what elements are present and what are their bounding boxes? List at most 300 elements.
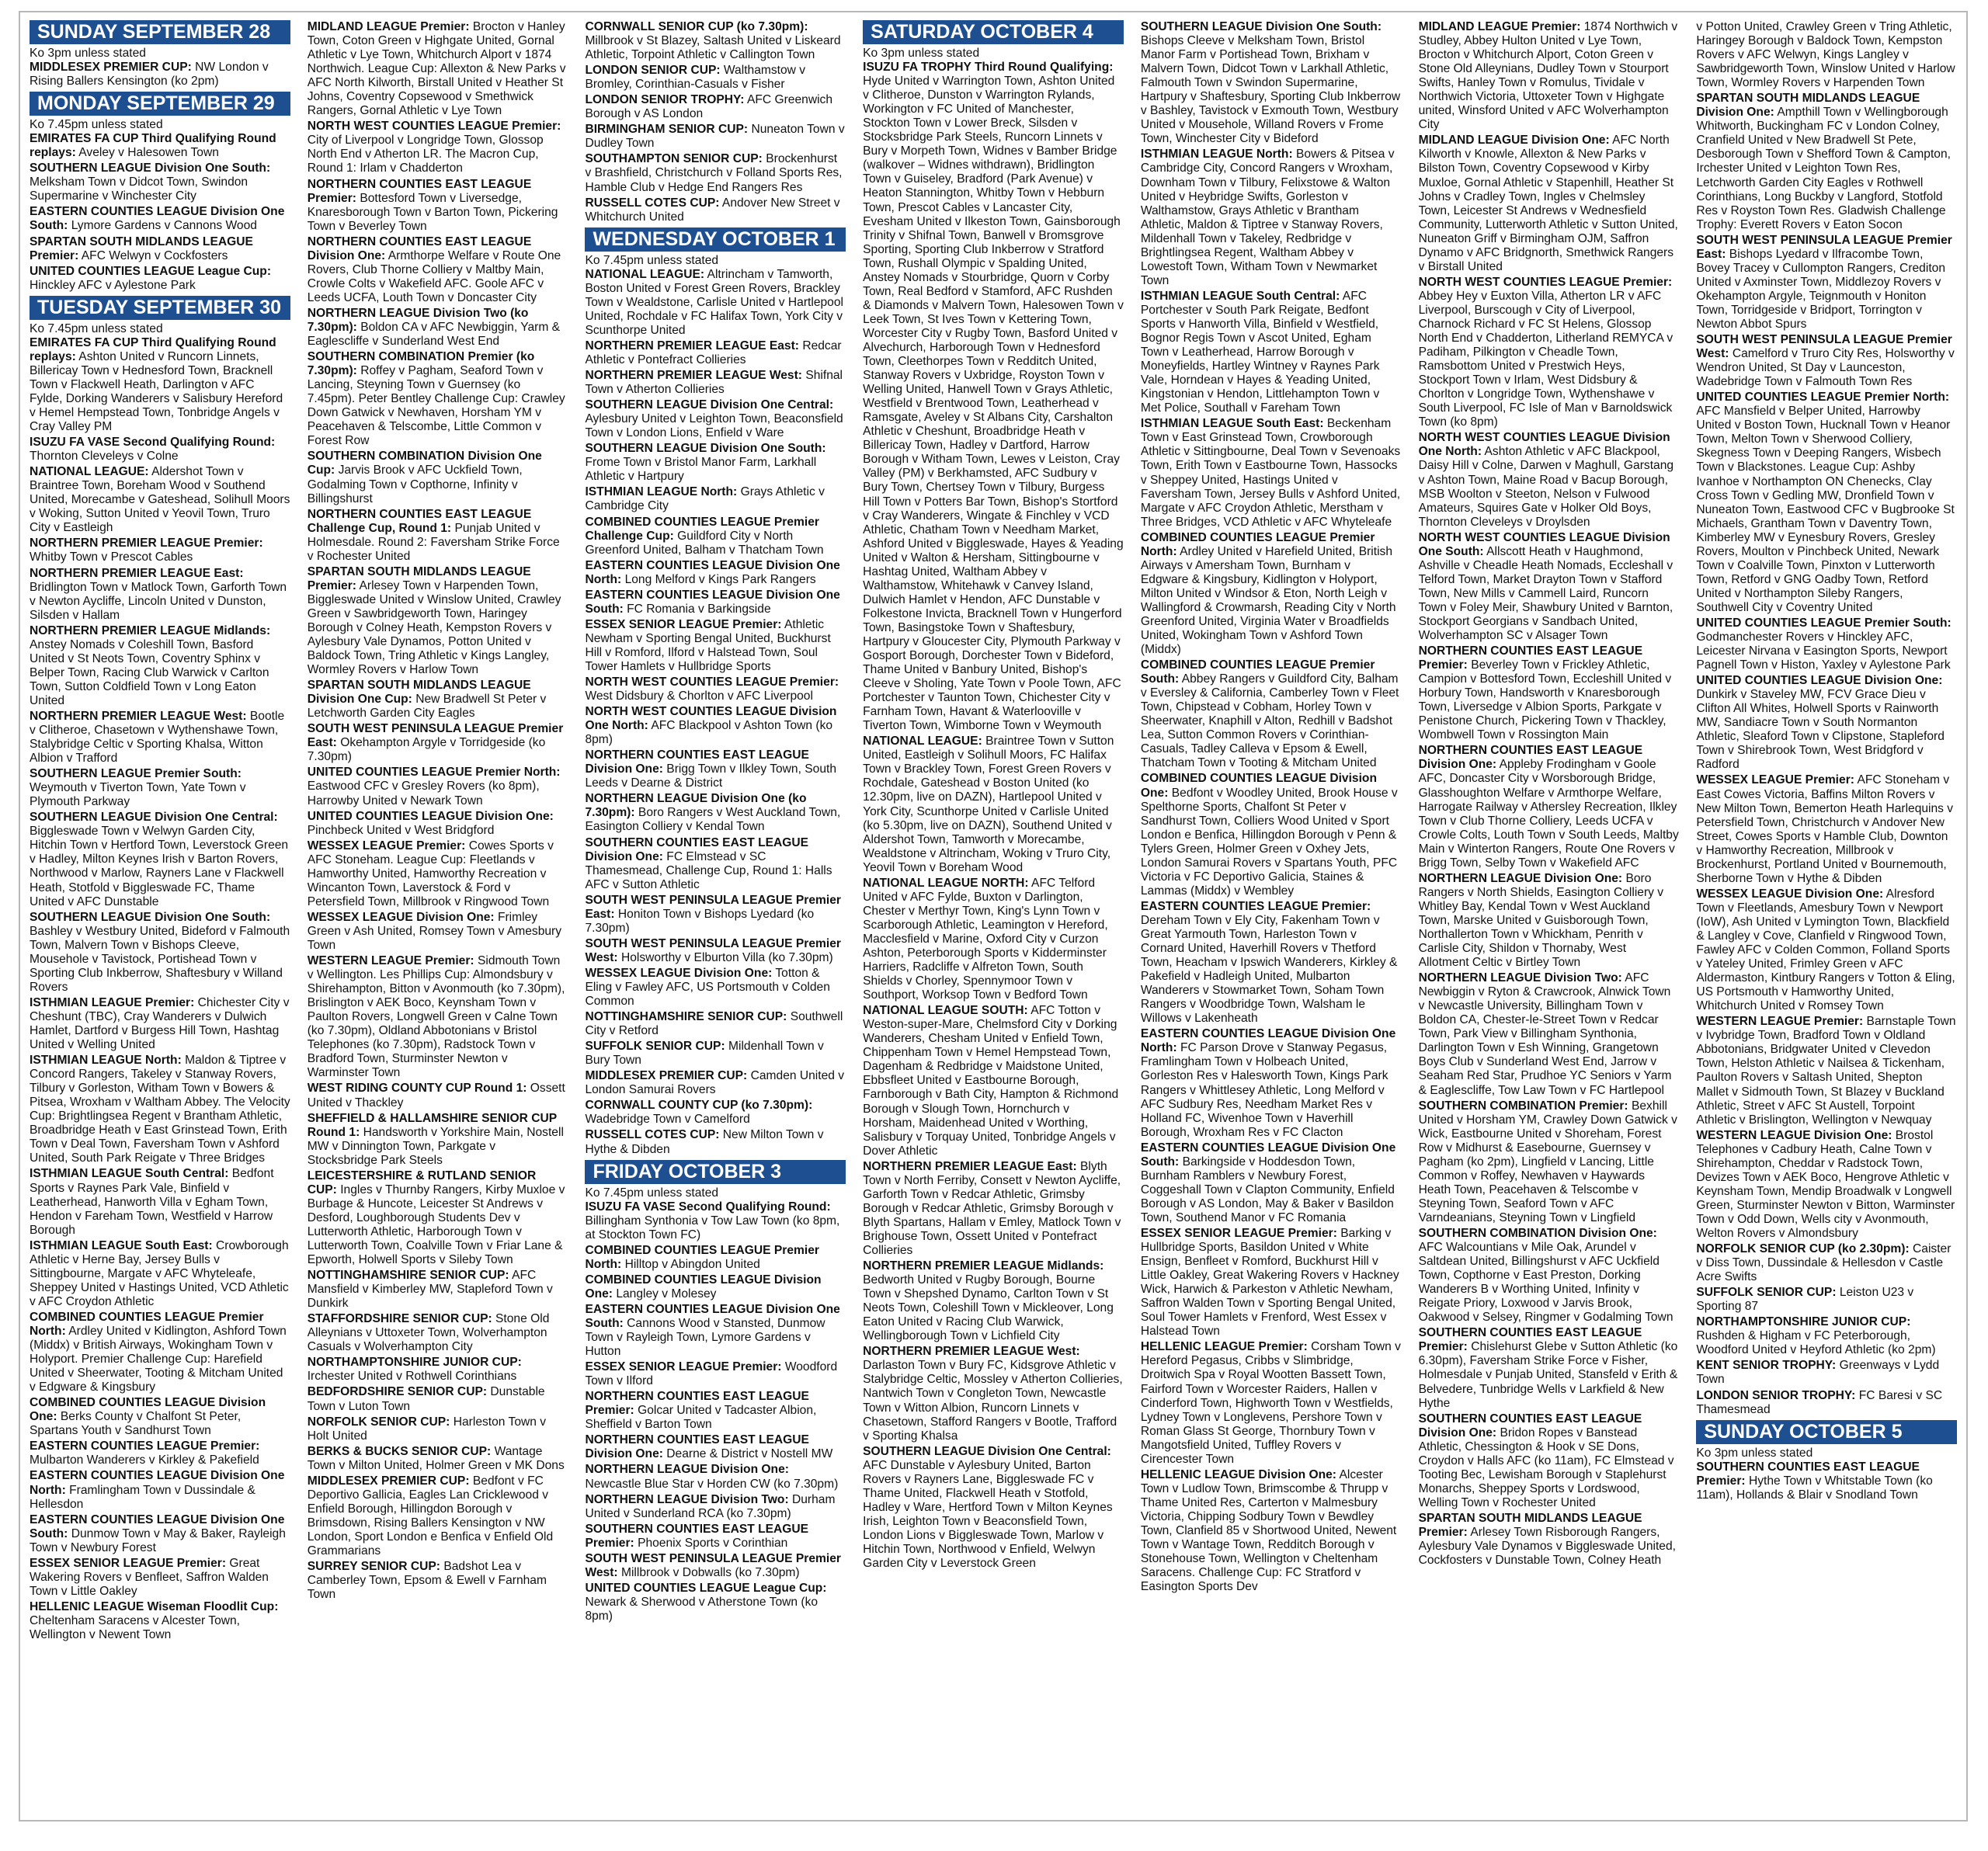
fixture-list: Guildford City v North Greenford United, Balham v Thatcham Town	[585, 529, 824, 557]
fixture-list: Roffey v Pagham, Seaford Town v Lancing, Steyning Town v Guernsey (ko 7.45pm). Peter Bentley Challenge Cup: Crawley Down Gatwick v Newhaven, Horsham YM v Peacehaven & Telscombe, Little Common v Forest Row	[307, 364, 565, 448]
competition-name: ISTHMIAN LEAGUE South Central:	[1140, 289, 1340, 303]
competition-name: SOUTHERN LEAGUE Division One Central:	[585, 398, 834, 412]
fixture-list: Alcester Town v Ludlow Town, Brimscombe & Thrupp v Thame United Res, Carterton v Malmesbury Victoria, Chipping Sodbury Town v Bewdley Town, Clanfield 85 v Shortwood United, Newent Town v Wantage Town, Redditch Borough v Stonehouse Town, Wellington v Cheltenham Saracens. Challenge Cup: FC Stratford v Easington Sports Dev	[1140, 1467, 1397, 1594]
competition-name: SOUTHERN COMBINATION Premier:	[1418, 1099, 1628, 1113]
competition-fixtures	[1696, 391, 1957, 615]
competition-name: RUSSELL COTES CUP:	[585, 196, 720, 210]
competition-fixtures	[585, 1360, 846, 1388]
fixture-list: Punjab United v Holmesdale. Round 2: Faversham Strike Force v Rochester United	[307, 521, 560, 563]
competition-fixtures	[1419, 971, 1680, 1097]
competition-fixtures	[585, 196, 846, 224]
fixture-list: Bottesford Town v Liversedge, Knaresborough Town v Barton Town, Pickering Town v Beverley Town	[307, 191, 558, 233]
competition-name: MIDLAND LEAGUE Division One:	[1418, 134, 1610, 148]
fixture-list: Wadebridge Town v Camelford	[585, 1113, 750, 1127]
fixture-list: Whitby Town v Prescot Cables	[30, 550, 193, 564]
competition-fixtures	[863, 1445, 1124, 1571]
competition-name: STAFFORDSHIRE SENIOR CUP:	[307, 1312, 492, 1326]
competition-fixtures	[1696, 1389, 1957, 1417]
fixture-list: Newark & Sherwood v Atherstone Town (ko 8pm)	[585, 1595, 818, 1623]
competition-name: SOUTHERN COUNTIES EAST LEAGUE Premier:	[1696, 1460, 1920, 1488]
fixture-list: FC Romania v Barkingside	[627, 602, 771, 616]
competition-name: ESSEX SENIOR LEAGUE Premier:	[585, 617, 782, 631]
competition-fixtures	[1419, 1412, 1680, 1510]
competition-name: COMBINED COUNTIES LEAGUE Division One:	[30, 1396, 266, 1424]
fixture-column	[585, 20, 846, 1814]
fixture-list: Abbey Rangers v Guildford City, Balham v Eversley & California, Camberley Town v Fleet Town, Chipstead v Cobham, Horley Town v Sheerwater, Knaphill v Alton, Redhill v Badshot Lea, Sutton Common Rovers v Corinthian-Casuals, Tadley Calleva v Epsom & Ewell, Thatcham Town v Tooting & Mitcham United	[1140, 672, 1399, 770]
competition-fixtures	[308, 1169, 568, 1267]
competition-name: WESSEX LEAGUE Division One:	[1696, 887, 1884, 901]
fixture-list: AFC North Kilworth v Knowle, Allexton & New Parks v Bilston Town, Coventry Copsewood v Kirby Muxloe, Gornal Athletic v Stapenhill, Heather St Johns v Cradley Town, Ingles v Chelmsley Town, Leicester St Andrews v Wednesfield Community, Lutterworth Athletic v Sutton United, Nuneaton Griff v Birmingham OJM, Saffron Dynamo v AFC Bridgnorth, Smethwick Rangers v Birstall United	[1418, 134, 1678, 273]
competition-name: EASTERN COUNTIES LEAGUE Division One South:	[585, 588, 840, 616]
fixture-list: Brocton v Hanley Town, Coton Green v Highgate United, Gornal Athletic v Lye Town, Whitchurch Alport v 1874 Northwich. League Cup: Allexton & New Parks v AFC North Kilworth, Birstall United v Heather St Johns, Coventry Copsewood v Smethwick Rangers, Gornal Athletic v Lye Town	[307, 20, 566, 118]
fixture-list: Frimley Green v Ash United, Romsey Town v Amesbury Town	[307, 910, 562, 952]
competition-name: NATIONAL LEAGUE:	[30, 465, 149, 479]
fixture-list: Cowes Sports v AFC Stoneham. League Cup: Fleetlands v Hamworthy United, Hamworthy Recreation v Wincanton Town, Laverstock & Ford v Petersfield Town, Millbrook v Ringwood Town	[307, 839, 554, 908]
competition-fixtures	[30, 1239, 290, 1309]
competition-fixtures	[308, 911, 568, 953]
fixture-list: Altrincham v Tamworth, Boston United v Forest Green Rovers, Brackley Town v Wealdstone, Carlisle United v Hartlepool United, Rochdale v FC Halifax Town, York City v Scunthorpe United	[585, 267, 843, 337]
fixture-list: Beverley Town v Frickley Athletic, Campion v Bottesford Town, Eccleshill United v Horbury Town, Handsworth v Knaresborough Town, Liversedge v Albion Sports, Parkgate v Penistone Church, Pickering Town v Thackley, Wombwell Town v Rossington Main	[1418, 658, 1672, 742]
competition-fixtures	[585, 1010, 846, 1038]
competition-fixtures	[308, 350, 568, 448]
competition-name: EASTERN COUNTIES LEAGUE Premier:	[30, 1439, 260, 1453]
fixture-list: Barkingside v Hoddesdon Town, Burnham Ramblers v Newbury Forest, Coggeshall Town v Clapton Community, Enfield Borough v AS London, May & Baker v Basildon Town, Southend Manor v FC Romania	[1140, 1155, 1395, 1224]
fixture-list: Bishops Cleeve v Melksham Town, Bristol Manor Farm v Portishead Town, Brixham v Malvern Town, Didcot Town v Larkhall Athletic, Falmouth Town v Swindon Supermarine, Hartpury v Shaftesbury, Sporting Club Inkberrow v Bashley, Tavistock v Exmouth Town, Westbury United v Mousehole, Willand Rovers v Frome Town, Winchester City v Bideford	[1140, 34, 1401, 146]
competition-fixtures	[1141, 20, 1402, 146]
competition-fixtures	[308, 1312, 568, 1354]
competition-fixtures	[585, 20, 846, 62]
competition-fixtures	[585, 123, 846, 151]
competition-name: RUSSELL COTES CUP:	[585, 1128, 720, 1142]
competition-name: SUFFOLK SENIOR CUP:	[585, 1040, 725, 1054]
competition-name: HELLENIC LEAGUE Division One:	[1140, 1467, 1336, 1481]
competition-fixtures	[30, 1557, 290, 1599]
competition-fixtures	[1696, 1315, 1957, 1357]
fixtures-page	[19, 11, 1968, 1821]
fixture-list: City of Liverpool v Longridge Town, Glossop North End v Atherton LR. The Macron Cup, Round 1: Irlam v Chadderton	[307, 134, 544, 175]
competition-name: WESSEX LEAGUE Division One:	[585, 966, 773, 980]
fixture-list: Weymouth v Tiverton Town, Yate Town v Plymouth Parkway	[30, 781, 246, 809]
competition-fixtures	[1419, 134, 1680, 273]
competition-fixtures	[585, 1433, 846, 1461]
fixture-list: Camelford v Truro City Res, Holsworthy v Wendron United, St Day v Launceston, Wadebridge Town v Falmouth Town Res	[1696, 347, 1955, 389]
fixture-list: AFC Dunstable v Aylesbury United, Barton Rovers v Rayners Lane, Biggleswade FC v Thame United, Flackwell Heath v Stotfold, Hadley v Ware, Hertford Town v Milton Keynes Irish, Leighton Town v Beaconsfield Town, London Lions v Biggleswade Town, Marlow v Hitchin Town, Northwood v Enfield, Welwyn Garden City v Leverstock Green	[863, 1458, 1113, 1571]
fixture-list: Ardley United v Kidlington, Ashford Town (Middx) v British Airways, Wokingham Town v Holyport. Premier Challenge Cup: Harefield United v Sheerwater, Tooting & Mitcham United v Edgware & Kingsbury	[30, 1324, 287, 1394]
competition-name: COMBINED COUNTIES LEAGUE Premier North:	[1140, 530, 1375, 558]
competition-name: NORTHERN COUNTIES EAST LEAGUE Challenge Cup, Round 1:	[307, 507, 532, 535]
competition-name: LONDON SENIOR CUP:	[585, 64, 721, 78]
competition-fixtures	[30, 436, 290, 464]
competition-name: ISTHMIAN LEAGUE Premier:	[30, 995, 195, 1009]
fixture-list: Langley v Molesey	[616, 1287, 717, 1301]
fixture-list: Ingles v Thurnby Rangers, Kirby Muxloe v Burbage & Huncote, Leicester St Andrews v Desford, Loughborough Students Dev v Lutterworth Athletic, Harborough Town v Lutterworth Town, Coalville Town v Friar Lane & Epworth, Holwell Sports v Sileby Town	[307, 1182, 565, 1267]
fixture-column	[1696, 20, 1957, 1814]
competition-fixtures	[1141, 1340, 1402, 1466]
competition-name: SOUTH WEST PENINSULA LEAGUE Premier East:	[307, 722, 564, 750]
fixture-list: Bedfont v Woodley United, Brook House v Spelthorne Sports, Chalfont St Peter v Sandhurst Town, Colliers Wood United v Sport London e Benfica, Hillingdon Borough v Penn & Tylers Green, Holmer Green v Oxhey Jets, London Samurai Rovers v Spartans Youth, PFC Victoria v FC Deportivo Galicia, Staines & Lammas (Middx) v Wembley	[1140, 786, 1398, 898]
competition-fixtures	[30, 61, 290, 89]
competition-fixtures	[30, 1396, 290, 1438]
competition-name: ISTHMIAN LEAGUE North:	[30, 1054, 182, 1068]
fixture-list: New Bradwell St Peter v Letchworth Garden City Eagles	[307, 693, 547, 721]
competition-fixtures	[308, 1560, 568, 1602]
competition-name: UNITED COUNTIES LEAGUE Division One:	[1696, 674, 1943, 688]
competition-fixtures	[585, 1493, 846, 1521]
competition-name: ISUZU FA TROPHY Third Round Qualifying:	[863, 61, 1114, 75]
competition-fixtures	[30, 235, 290, 263]
competition-fixtures	[863, 1259, 1124, 1343]
competition-name: EASTERN COUNTIES LEAGUE Division One South:	[585, 1302, 840, 1330]
fixture-list: Andover New Street v Whitchurch United	[585, 196, 840, 224]
kickoff-note: Ko 3pm unless stated	[1696, 1446, 1813, 1460]
competition-name: NORTHERN COUNTIES EAST LEAGUE Division One:	[307, 234, 532, 262]
competition-name: EASTERN COUNTIES LEAGUE Division One North:	[585, 558, 840, 586]
competition-name: NORTHERN PREMIER LEAGUE East:	[30, 566, 244, 580]
competition-fixtures	[308, 1415, 568, 1443]
fixture-list: Boldon CA v AFC Newbiggin, Yarm & Eaglescliffe v Sunderland West End	[307, 320, 561, 349]
date-heading: FRIDAY OCTOBER 3	[585, 1160, 846, 1184]
fixture-list: Wantage Town v Milton United, Holmer Green v MK Dons	[307, 1444, 565, 1472]
competition-name: COMBINED COUNTIES LEAGUE Premier North:	[30, 1310, 264, 1338]
competition-name: NORTH WEST COUNTIES LEAGUE Premier:	[585, 675, 839, 689]
kickoff-note: Ko 7.45pm unless stated	[585, 1186, 719, 1200]
competition-name: SOUTHERN LEAGUE Division One Central:	[863, 1444, 1111, 1458]
fixture-list: v Potton United, Crawley Green v Tring Athletic, Haringey Borough v Baldock Town, Kempston Rovers v AFC Welwyn, Kings Langley v Sawbridgeworth Town, Winslow United v Harlow Town, Wormley Rovers v Harpenden Town	[1696, 20, 1955, 90]
competition-name: ISTHMIAN LEAGUE North:	[1140, 148, 1293, 161]
competition-name: EASTERN COUNTIES LEAGUE Division One North:	[30, 1469, 285, 1497]
competition-fixtures	[30, 265, 290, 293]
competition-fixtures	[1696, 773, 1957, 885]
competition-fixtures	[308, 722, 568, 764]
fixture-list: Jarvis Brook v AFC Uckfield Town, Godalming Town v Copthorne, Infinity v Billingshurst	[307, 464, 523, 505]
competition-fixtures	[585, 1244, 846, 1272]
competition-name: NORTHERN PREMIER LEAGUE West:	[863, 1345, 1080, 1359]
fixture-list: Braintree Town v Sutton United, Eastleigh v Solihull Moors, FC Halifax Town v Brackley Town, Forest Green Rovers v Rochdale, Gateshead v Boston United (ko 12.30pm, live on DAZN), Hartlepool United v York City, Scunthorpe United v Carlisle United (ko 5.30pm, live on DAZN), Southend United v Aldershot Town, Tamworth v Morecambe, Wealdstone v Altrincham, Woking v Truro City, Yeovil Town v Boreham Wood	[863, 734, 1114, 874]
competition-fixtures	[308, 1445, 568, 1473]
competition-fixtures	[308, 839, 568, 909]
competition-fixtures	[1696, 616, 1957, 672]
competition-fixtures	[585, 1303, 846, 1359]
competition-name: MIDDLESEX PREMIER CUP:	[30, 61, 192, 75]
fixture-list: Millbrook v St Blazey, Saltash United v Liskeard Athletic, Torpoint Athletic v Callington Town	[585, 34, 841, 62]
fixture-list: Pinchbeck United v West Bridgford	[307, 823, 495, 837]
fixture-list: AFC Telford United v AFC Fylde, Buxton v Darlington, Chester v Merthyr Town, King's Lynn Town v Scarborough Athletic, Leamington v Hereford, Macclesfield v Marine, Oxford City v Curzon Ashton, Peterborough Sports v Kidderminster Harriers, Radcliffe v Alfreton Town, South Shields v Chorley, Spennymoor Town v Southport, Worksop Town v Bedford Town	[863, 876, 1108, 1002]
competition-fixtures	[585, 1390, 846, 1432]
competition-name: NORFOLK SENIOR CUP:	[307, 1415, 450, 1429]
competition-fixtures	[1141, 417, 1402, 529]
competition-name: ISTHMIAN LEAGUE South Central:	[30, 1167, 229, 1181]
competition-fixtures	[585, 1128, 846, 1156]
date-heading: TUESDAY SEPTEMBER 30	[30, 296, 290, 320]
competition-fixtures	[1419, 276, 1680, 430]
competition-name: SUFFOLK SENIOR CUP:	[1696, 1286, 1837, 1300]
fixture-list: Bowers & Pitsea v Cambridge City, Concord Rangers v Wroxham, Downham Town v Tilbury, Felixstowe & Walton United v Heybridge Swifts, Gorleston v Walthamstow, Grays Athletic v Brantham Athletic, Maldon & Tiptree v Stanway Rovers, Mildenhall Town v Takeley, Redbridge v Brightlingsea Regent, Waltham Abbey v Lowestoft Town, Witham Town v Newmarket Town	[1140, 148, 1395, 287]
competition-fixtures	[1696, 92, 1957, 231]
kickoff-note: Ko 7.45pm unless stated	[30, 118, 163, 132]
competition-name: CORNWALL COUNTY CUP (ko 7.30pm):	[585, 1099, 813, 1113]
competition-fixtures	[1141, 772, 1402, 898]
competition-fixtures	[30, 996, 290, 1052]
competition-fixtures	[585, 705, 846, 747]
fixture-list: Ardley United v Harefield United, British Airways v Amersham Town, Burnham v Edgware & Kingsbury, Kidlington v Holyport, Milton United v Windsor & Eton, North Leigh v Wallingford & Crowmarsh, Reading City v North Greenford United, Virginia Water v Broadfields United, Wokingham Town v Ashford Town (Middx)	[1140, 544, 1396, 657]
competition-name: NORTHERN COUNTIES EAST LEAGUE Premier:	[1418, 644, 1643, 672]
competition-name: BIRMINGHAM SENIOR CUP:	[585, 123, 749, 137]
competition-name: LONDON SENIOR TROPHY:	[585, 93, 745, 107]
competition-fixtures	[30, 1600, 290, 1642]
competition-name: NORTHERN LEAGUE Division Two:	[1418, 971, 1622, 985]
fixture-list: AFC Welwyn v Cockfosters	[81, 248, 228, 262]
competition-name: SOUTHERN LEAGUE Division One South:	[585, 442, 826, 456]
competition-name: WESSEX LEAGUE Premier:	[307, 839, 466, 853]
competition-name: NATIONAL LEAGUE NORTH:	[863, 876, 1029, 890]
fixture-list: Shifnal Town v Atherton Collieries	[585, 369, 843, 397]
fixture-list: Phoenix Sports v Corinthian	[638, 1536, 788, 1550]
fixture-list: Badshot Lea v Camberley Town, Epsom & Ewell v Farnham Town	[307, 1560, 547, 1602]
competition-fixtures	[585, 339, 846, 367]
fixture-list: Eastwood CFC v Gresley Rovers (ko 8pm), Harrowby United v Newark Town	[307, 780, 540, 807]
competition-name: SPARTAN SOUTH MIDLANDS LEAGUE Premier:	[30, 234, 253, 262]
fixture-list: Boro Rangers v North Shields, Easington Colliery v Whitley Bay, Kendal Town v West Auckland Town, Marske United v Guisborough Town, Northallerton Town v Whickham, Penrith v Carlisle City, Shildon v Thornaby, West Allotment Celtic v Birtley Town	[1418, 871, 1664, 970]
date-heading: SATURDAY OCTOBER 4	[863, 20, 1124, 44]
competition-name: WESSEX LEAGUE Premier:	[1696, 773, 1854, 787]
competition-name: EMIRATES FA CUP Third Qualifying Round replays:	[30, 335, 276, 363]
competition-fixtures	[585, 675, 846, 703]
competition-fixtures	[308, 307, 568, 349]
competition-fixtures	[585, 894, 846, 936]
competition-fixtures	[308, 120, 568, 175]
competition-fixtures	[1696, 1015, 1957, 1127]
fixture-list: Dunmow Town v May & Baker, Rayleigh Town v Newbury Forest	[30, 1526, 286, 1554]
competition-name: NORTHERN COUNTIES EAST LEAGUE Division One:	[585, 1433, 809, 1461]
fixture-list: AFC Blackpool v Ashton Town (ko 8pm)	[585, 719, 833, 747]
competition-name: COMBINED COUNTIES LEAGUE Division One:	[585, 1273, 822, 1301]
competition-name: EASTERN COUNTIES LEAGUE Division One South:	[30, 1512, 285, 1540]
competition-fixtures	[308, 235, 568, 305]
competition-fixtures	[863, 1004, 1124, 1158]
fixture-list: Alresford Town v Fleetlands, Amesbury Town v Newport (IoW), Ash United v Lymington Town, Blackfield & Langley v Cove, Clanfield v Ringwood Town, Fawley AFC v Colden Common, Folland Sports v Yateley United, Frimley Green v AFC Aldermaston, Kintbury Rangers v Totton & Eling, US Portsmouth v Hamworthy United, Whitchurch United v Romsey Town	[1696, 887, 1955, 1013]
competition-name: SOUTHERN COMBINATION Division One:	[1418, 1226, 1657, 1240]
competition-name: COMBINED COUNTIES LEAGUE Premier Challenge Cup:	[585, 515, 819, 543]
competition-fixtures	[30, 1054, 290, 1165]
fixture-list: Bashley v Westbury United, Bideford v Falmouth Town, Malvern Town v Bishops Cleeve, Mousehole v Tavistock, Portishead Town v Sporting Club Inkberrow, Shaftesbury v Willand Rovers	[30, 924, 290, 994]
fixture-list: Handsworth v Yorkshire Main, Nostell MW v Dinnington Town, Parkgate v Stocksbridge Park Steels	[307, 1125, 564, 1167]
competition-fixtures	[585, 1463, 846, 1491]
competition-fixtures	[1419, 431, 1680, 529]
fixture-list: AFC Walcountians v Mile Oak, Arundel v Saltdean United, Billingshurst v AFC Uckfield Town, Copthorne v East Preston, Dorking Wanderers B v Worthing United, Infinity v Reigate Priory, Loxwood v Jarvis Brook, Oakwood v Selsey, Ringmer v Godalming Town	[1418, 1241, 1673, 1325]
fixture-list: Allscott Heath v Haughmond, Ashville v Cheadle Heath Nomads, Eccleshall v Telford Town, Market Drayton Town v Stafford Town, New Mills v Cammell Laird, Runcorn Town v Foley Meir, Shawbury United v Barnton, Stockport Georgians v Sandbach United, Wolverhampton SC v Alsager Town	[1418, 544, 1673, 643]
competition-fixtures	[1419, 531, 1680, 643]
fixture-list: Armthorpe Welfare v Route One Rovers, Club Thorne Colliery v Maltby Main, Crowle Colts v Wakefield AFC. Goole AFC v Leeds UCFA, Louth Town v Doncaster City	[307, 248, 561, 304]
competition-fixtures	[1419, 644, 1680, 742]
competition-name: NORTHERN PREMIER LEAGUE East:	[863, 1159, 1077, 1173]
fixture-list: Bedfont Sports v Raynes Park Vale, Binfield v Leatherhead, Hanworth Villa v Egham Town, Hendon v Fareham Town, Westfield v Harrow Borough	[30, 1167, 274, 1237]
fixture-list: Crowborough Athletic v Herne Bay, Jersey Bulls v Sittingbourne, Margate v AFC Whyteleafe, Sheppey United v Hastings United, VCD Athletic v AFC Croydon Athletic	[30, 1238, 289, 1308]
competition-name: MIDDLESEX PREMIER CUP:	[585, 1069, 748, 1083]
competition-fixtures	[863, 1160, 1124, 1258]
kickoff-note: Ko 3pm unless stated	[863, 47, 980, 60]
fixture-list: Ashton Athletic v AFC Blackpool, Daisy Hill v Colne, Darwen v Maghull, Garstang v Ashton Town, Maine Road v Bacup Borough, MSB Woolton v Steeton, Nelson v Fulwood Amateurs, Squires Gate v Holker Old Boys, Thornton Cleveleys v Droylsden	[1418, 445, 1674, 529]
fixture-list: Totton & Eling v Fawley AFC, US Portsmouth v Colden Common	[585, 966, 830, 1009]
fixture-list: Bootle v Clitheroe, Chasetown v Wythenshawe Town, Stalybridge Celtic v Sporting Khalsa, Witton Albion v Trafford	[30, 709, 285, 766]
competition-fixtures	[1696, 674, 1957, 772]
competition-fixtures	[585, 937, 846, 965]
competition-name: ESSEX SENIOR LEAGUE Premier:	[30, 1556, 227, 1570]
fixture-list: Honiton Town v Bishops Lyedard (ko 7.30pm)	[585, 907, 815, 935]
competition-fixtures	[1419, 744, 1680, 870]
competition-name: NORTHERN PREMIER LEAGUE Premier:	[30, 537, 263, 550]
competition-fixtures	[30, 336, 290, 434]
competition-fixtures	[1141, 1227, 1402, 1339]
competition-fixtures	[863, 61, 1124, 733]
competition-fixtures	[585, 559, 846, 587]
competition-name: COMBINED COUNTIES LEAGUE Division One:	[1140, 772, 1377, 800]
fixture-list: Athletic Newham v Sporting Bengal United, Buckhurst Hill v Romford, Ilford v Halstead Town, Soul Tower Hamlets v Hullbridge Sports	[585, 617, 831, 673]
competition-fixtures	[308, 1112, 568, 1168]
competition-name: NATIONAL LEAGUE SOUTH:	[863, 1004, 1028, 1018]
competition-fixtures	[1696, 1359, 1957, 1387]
competition-name: SOUTHERN COMBINATION Premier (ko 7.30pm):	[307, 350, 535, 378]
competition-fixtures	[585, 967, 846, 1009]
competition-fixtures	[30, 1167, 290, 1237]
competition-name: COMBINED COUNTIES LEAGUE Premier North:	[585, 1243, 819, 1271]
competition-name: NORTHERN LEAGUE Division One:	[1418, 871, 1623, 885]
competition-fixtures	[585, 516, 846, 557]
competition-fixtures	[585, 836, 846, 892]
competition-fixtures	[308, 679, 568, 721]
competition-fixtures	[1419, 1326, 1680, 1410]
competition-name: NORTHERN LEAGUE Division One (ko 7.30pm):	[585, 792, 807, 820]
competition-name: NORTHERN LEAGUE Division Two:	[585, 1492, 789, 1506]
competition-fixtures	[1696, 1460, 1957, 1502]
fixture-list: Cannons Wood v Stansted, Dunmow Town v Rayleigh Town, Lymore Gardens v Hutton	[585, 1316, 825, 1359]
competition-name: SOUTH WEST PENINSULA LEAGUE Premier East:	[585, 893, 841, 921]
competition-name: WESTERN LEAGUE Premier:	[1696, 1015, 1864, 1029]
competition-fixtures	[585, 1099, 846, 1127]
competition-name: UNITED COUNTIES LEAGUE Premier South:	[1696, 616, 1952, 630]
competition-fixtures	[1419, 1099, 1680, 1225]
competition-name: SPARTAN SOUTH MIDLANDS LEAGUE Premier:	[307, 564, 531, 592]
fixture-list: AFC Greenwich Borough v AS London	[585, 93, 833, 121]
kickoff-note: Ko 7.45pm unless stated	[30, 321, 163, 335]
competition-name: UNITED COUNTIES LEAGUE Division One:	[307, 809, 554, 823]
fixture-list: Barking v Hullbridge Sports, Basildon United v White Ensign, Benfleet v Romford, Buckhurst Hill v Little Oakley, Great Wakering Rovers v Hackney Wick, Harwich & Parkeston v Athletic Newham, Saffron Walden Town v Sporting Bengal United, Soul Tower Hamlets v Frenford, West Essex v Halstead Town	[1140, 1226, 1399, 1339]
competition-fixtures	[30, 537, 290, 564]
competition-name: HELLENIC LEAGUE Wiseman Floodlit Cup:	[30, 1599, 279, 1613]
competition-fixtures	[1419, 1227, 1680, 1325]
competition-fixtures	[585, 268, 846, 338]
competition-fixtures	[308, 1082, 568, 1110]
competition-fixtures	[30, 132, 290, 160]
competition-fixtures	[585, 442, 846, 484]
competition-fixtures	[308, 766, 568, 807]
fixture-list: New Milton Town v Hythe & Dibden	[585, 1128, 824, 1156]
competition-fixtures	[1141, 1141, 1402, 1225]
competition-name: BEDFORDSHIRE SENIOR CUP:	[307, 1385, 488, 1399]
competition-fixtures	[585, 1040, 846, 1068]
competition-name: NORTH WEST COUNTIES LEAGUE Premier:	[307, 120, 561, 134]
fixture-list: Berks County v Chalfont St Peter, Spartans Youth v Sandhurst Town	[30, 1410, 242, 1438]
fixture-list: NW London v Rising Ballers Kensington (ko 2pm)	[30, 61, 269, 89]
fixture-list: Walthamstow v Bromley, Corinthian-Casuals v Fisher	[585, 64, 806, 92]
competition-name: NORTHERN COUNTIES EAST LEAGUE Premier:	[585, 1390, 809, 1418]
competition-name: WESTERN LEAGUE Division One:	[1696, 1128, 1892, 1142]
competition-name: ISTHMIAN LEAGUE South East:	[30, 1238, 213, 1252]
fixture-list: Sidmouth Town v Wellington. Les Phillips Cup: Almondsbury v Shirehampton, Bitton v Avonmouth (ko 7.30pm), Brislington v AEK Boco, Keynsham Town v Paulton Rovers, Longwell Green v Calne Town (ko 7.30pm), Oldland Abbotonians v Bristol Telephones (ko 7.30pm), Radstock Town v Bradford Town, Sturminster Newton v Warminster Town	[307, 954, 565, 1080]
fixture-list: Anstey Nomads v Coleshill Town, Basford United v St Neots Town, Coventry Sphinx v Belper Town, Racing Club Warwick v Carlton Town, Sutton Coldfield Town v Long Eaton United	[30, 637, 269, 707]
competition-fixtures	[1141, 148, 1402, 287]
fixture-list: Beckenham Town v East Grinstead Town, Crowborough Athletic v Sittingbourne, Deal Town v Sevenoaks Town, Erith Town v Eastbourne Town, Hassocks v Sheppey United, Hastings United v Faversham Town, Jersey Bulls v Ashford United, Margate v AFC Croydon Athletic, Merstham v Three Bridges, VCD Athletic v AFC Whyteleafe	[1140, 417, 1401, 529]
fixture-list: Aylesbury United v Leighton Town, Beaconsfield Town v London Lions, Enfield v Ware	[585, 412, 843, 440]
competition-name: NORTHERN COUNTIES EAST LEAGUE Division One:	[1418, 744, 1643, 772]
date-heading: SUNDAY SEPTEMBER 28	[30, 20, 290, 44]
competition-fixtures	[1696, 1129, 1957, 1241]
competition-fixtures	[30, 1439, 290, 1467]
competition-name: ISUZU FA VASE Second Qualifying Round:	[585, 1200, 831, 1214]
competition-name: WESSEX LEAGUE Division One:	[307, 910, 495, 924]
competition-name: EASTERN COUNTIES LEAGUE Division One North:	[1140, 1027, 1396, 1055]
competition-name: ISTHMIAN LEAGUE North:	[585, 485, 738, 499]
fixture-list: Lymore Gardens v Cannons Wood	[71, 219, 257, 233]
fixture-list: FC Parson Drove v Stanway Pegasus, Framlingham Town v Holbeach United, Gorleston Res v Halesworth Town, Kings Park Rangers v Whittlesey Athletic, Long Melford v AFC Sudbury Res, Needham Market Res v Holland FC, Wivenhoe Town v Haverhill Borough, Wroxham Res v FC Clacton	[1140, 1041, 1388, 1139]
competition-name: SPARTAN SOUTH MIDLANDS LEAGUE Division One:	[1696, 92, 1920, 120]
fixture-list: Millbrook v Dobwalls (ko 7.30pm)	[620, 1565, 800, 1579]
competition-name: NOTTINGHAMSHIRE SENIOR CUP:	[307, 1269, 509, 1283]
fixture-list: Caister v Diss Town, Dussindale & Hellesdon v Castle Acre Swifts	[1696, 1242, 1952, 1284]
fixture-column	[1419, 20, 1680, 1814]
kickoff-note: Ko 7.45pm unless stated	[585, 253, 719, 267]
competition-name: SOUTH WEST PENINSULA LEAGUE Premier West:	[585, 936, 841, 964]
fixture-list: AFC Mansfield v Belper United, Harrowby United v Boston Town, Hucknall Town v Heanor Town, Melton Town v Sherwood Colliery, Skegness Town v Deeping Rangers, Wisbech Town v Blackstones. League Cup: Ashby Ivanhoe v Northampton ON Chenecks, Clay Cross Town v Gedling MW, Dronfield Town v Nuneaton Town, Eastwood CFC v Bugbrooke St Michaels, Grantham Town v Daventry Town, Kimberley MW v Eynesbury Rovers, Gresley Rovers, Moulton v Pinchbeck United, Newark Town v Coalville Town, Pinxton v Lutterworth Town, Retford v GNG Oadby Town, Retford United v Northampton Sileby Rangers, Southwell City v Coventry United	[1696, 405, 1955, 614]
fixture-list: Bridon Ropes v Banstead Athletic, Chessington & Hook v SE Dons, Croydon v Halls AFC (ko 11am), FC Elmstead v Tooting Bec, Lewisham Borough v Staplehurst Monarchs, Sheppey Sports v Lordswood, Welling Town v Rochester United	[1418, 1426, 1674, 1509]
competition-fixtures	[1696, 333, 1957, 389]
fixture-list: Chislehurst Glebe v Sutton Athletic (ko 6.30pm), Faversham Strike Force v Fisher, Holmesdale v Punjab United, Stansfeld v Erith & Belvedere, Tunbridge Wells v Larkfield & New Hythe	[1418, 1340, 1678, 1410]
competition-fixtures	[30, 567, 290, 623]
competition-fixtures	[1419, 872, 1680, 970]
competition-name: NATIONAL LEAGUE:	[863, 734, 982, 748]
fixture-list: Blyth Town v North Ferriby, Consett v Newton Aycliffe, Garforth Town v Redcar Athletic, Grimsby Borough v Redcar Athletic, Grimsby Borough v Blyth Spartans, Hallam v Emley, Matlock Town v Brighouse Town, Ossett United v Pontefract Collieries	[863, 1159, 1121, 1257]
competition-name: NORTHERN PREMIER LEAGUE Midlands:	[30, 623, 271, 637]
competition-fixtures	[30, 1469, 290, 1511]
competition-name: ESSEX SENIOR LEAGUE Premier:	[585, 1360, 782, 1374]
fixture-column	[1141, 20, 1402, 1814]
fixture-list: Hinckley AFC v Aylestone Park	[30, 278, 196, 292]
competition-fixtures	[585, 1523, 846, 1551]
competition-name: SHEFFIELD & HALLAMSHIRE SENIOR CUP Round 1:	[307, 1111, 557, 1139]
competition-fixtures	[308, 810, 568, 838]
competition-name: NORTHERN PREMIER LEAGUE West:	[30, 709, 247, 723]
fixture-list: AFC Stoneham v East Cowes Victoria, Baffins Milton Rovers v New Milton Town, Bemerton Heath Harlequins v Petersfield Town, Christchurch v Andover New Street, Cowes Sports v Hamble Club, Downton v Hamworthy Recreation, Millbrook v Brockenhurst, Portland United v Bournemouth, Sherborne Town v Hythe & Dibden	[1696, 773, 1954, 885]
fixture-list: Brigg Town v Ilkley Town, South Leeds v Dearne & District	[585, 762, 837, 790]
date-heading: MONDAY SEPTEMBER 29	[30, 92, 290, 116]
competition-fixtures	[30, 624, 290, 708]
competition-fixtures	[585, 618, 846, 674]
competition-fixtures	[1419, 20, 1680, 132]
fixture-list: Boro Rangers v West Auckland Town, Easington Colliery v Kendal Town	[585, 806, 841, 834]
competition-name: NORTHERN COUNTIES EAST LEAGUE Division One:	[585, 748, 809, 776]
competition-fixtures	[585, 748, 846, 790]
competition-fixtures	[585, 93, 846, 121]
fixture-list: Chichester City v Cheshunt (TBC), Cray Wanderers v Dulwich Hamlet, Dartford v Burgess Hill Town, Hashtag United v Welling United	[30, 995, 290, 1052]
fixture-list: Okehampton Argyle v Torridgeside (ko 7.30pm)	[307, 736, 546, 764]
fixture-list: Maldon & Tiptree v Concord Rangers, Takeley v Stanway Rovers, Tilbury v Gorleston, Witham Town v Bowers & Pitsea, Wroxham v Waltham Abbey. The Velocity Cup: Brightlingsea Regent v Brantham Athletic, Broadbridge Heath v East Grinstead Town, Erith Town v Deal Town, Faversham Town v Ashford United, South Park Reigate v Three Bridges	[30, 1054, 290, 1165]
competition-fixtures	[863, 1345, 1124, 1443]
fixture-list: Dereham Town v Ely City, Fakenham Town v Great Yarmouth Town, Harleston Town v Cornard United, Haverhill Rovers v Thetford Town, Heacham v Ipswich Wanderers, Kirkley & Pakefield v Hadleigh United, Mulbarton Wanderers v Stowmarket Town, Soham Town Rangers v Woodbridge Town, Walsham le Willows v Lakenheath	[1140, 913, 1398, 1026]
fixture-list: Woodford Town v Ilford	[585, 1360, 838, 1388]
fixture-column	[308, 20, 568, 1814]
competition-fixtures	[308, 1474, 568, 1558]
competition-fixtures	[30, 811, 290, 908]
fixture-list: Mulbarton Wanderers v Kirkley & Pakefield	[30, 1453, 259, 1467]
